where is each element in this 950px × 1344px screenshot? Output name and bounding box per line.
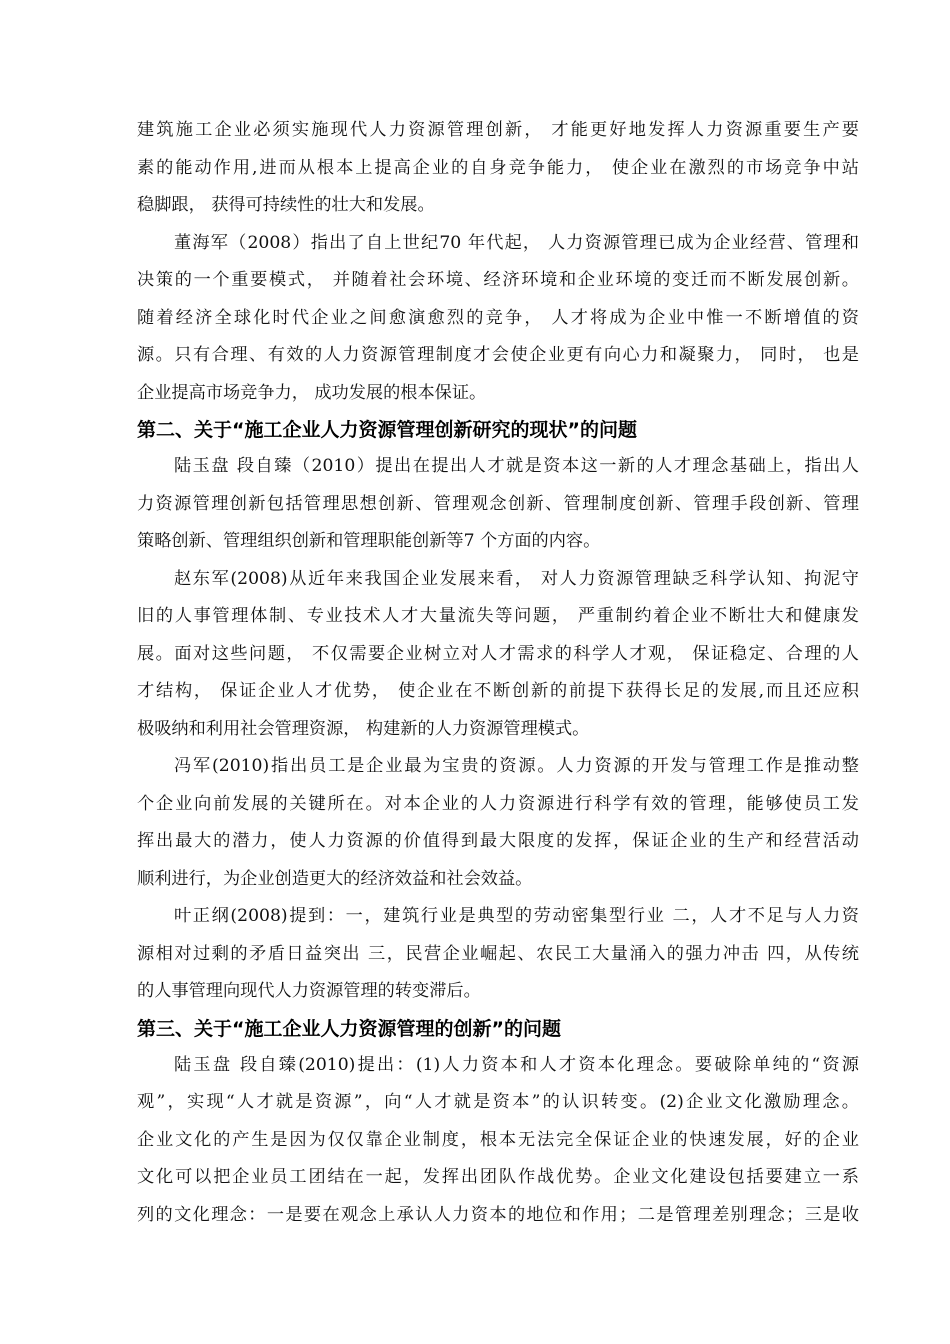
text-line: 赵东军(2008)从近年来我国企业发展来看， 对人力资源管理缺乏科学认知、拘泥守	[174, 568, 859, 589]
text-line: 陆玉盘 段自臻(2010)提出：(1)人力资本和人才资本化理念。要破除单纯的“资源	[174, 1054, 859, 1075]
paragraph	[137, 225, 859, 413]
text-line: 顺利进行，为企业创造更大的经济效益和社会效益。	[137, 868, 533, 889]
text-line: 的人事管理向现代人力资源管理的转变滞后。	[137, 981, 481, 1001]
text-line: 旧的人事管理体制、专业技术人才大量流失等问题， 严重制约着企业不断壮大和健康发	[137, 606, 859, 626]
text-line: 企业文化的产生是因为仅仅靠企业制度，根本无法完全保证企业的快速发展，好的企业	[137, 1129, 859, 1150]
text-line: 个企业向前发展的关键所在。对本企业的人力资源进行科学有效的管理，能够使员工发	[137, 793, 859, 814]
text-line: 企业提高市场竞争力， 成功发展的根本保证。	[137, 382, 487, 403]
text-line: 董海军（2008）指出了自上世纪70 年代起， 人力资源管理已成为企业经营、管理和	[174, 232, 859, 253]
text-line: 列的文化理念：一是要在观念上承认人力资本的地位和作用；二是管理差别理念；三是收	[137, 1204, 859, 1225]
text-line: 观”，实现“人才就是资源”，向“人才就是资本”的认识转变。(2)企业文化激励理念。	[137, 1092, 859, 1112]
paragraph	[137, 898, 859, 1011]
document-body	[137, 112, 859, 1234]
text-line: 稳脚跟， 获得可持续性的壮大和发展。	[137, 195, 435, 215]
text-line: 展。面对这些问题， 不仅需要企业树立对人才需求的科学人才观， 保证稳定、合理的人	[137, 643, 859, 664]
text-line: 建筑施工企业必须实施现代人力资源管理创新， 才能更好地发挥人力资源重要生产要	[137, 120, 859, 140]
paragraph	[137, 561, 859, 749]
paragraph	[137, 748, 859, 898]
text-line: 叶正纲(2008)提到：一，建筑行业是典型的劳动密集型行业 二，人才不足与人力资	[174, 906, 859, 926]
section-heading: 第三、关于“施工企业人力资源管理的创新”的问题	[137, 1017, 561, 1040]
text-line: 随着经济全球化时代企业之间愈演愈烈的竞争， 人才将成为企业中惟一不断增值的资	[137, 307, 859, 328]
text-line: 极吸纳和利用社会管理资源， 构建新的人力资源管理模式。	[137, 718, 590, 739]
text-line: 力资源管理创新包括管理思想创新、管理观念创新、管理制度创新、管理手段创新、管理	[137, 493, 859, 514]
text-line: 素的能动作用,进而从根本上提高企业的自身竞争能力， 使企业在激烈的市场竞争中站	[137, 157, 859, 178]
text-line: 陆玉盘 段自臻（2010）提出在提出人才就是资本这一新的人才理念基础上，指出人	[174, 456, 859, 476]
text-line: 决策的一个重要模式， 并随着社会环境、经济环境和企业环境的变迁而不断发展创新。	[137, 270, 859, 290]
paragraph	[137, 112, 859, 225]
text-line: 策略创新、管理组织创新和管理职能创新等7 个方面的内容。	[137, 531, 601, 551]
paragraph	[137, 1047, 859, 1235]
text-line: 源相对过剩的矛盾日益突出 三，民营企业崛起、农民工大量涌入的强力冲击 四，从传统	[137, 943, 859, 964]
text-line: 冯军(2010)指出员工是企业最为宝贵的资源。人力资源的开发与管理工作是推动整	[174, 756, 859, 776]
paragraph	[137, 448, 859, 561]
section-heading: 第二、关于“施工企业人力资源管理创新研究的现状”的问题	[137, 419, 637, 441]
text-line: 源。只有合理、有效的人力资源管理制度才会使企业更有向心力和凝聚力， 同时， 也是	[137, 345, 859, 365]
text-line: 文化可以把企业员工团结在一起，发挥出团队作战优势。企业文化建设包括要建立一系	[137, 1167, 859, 1187]
text-line: 才结构， 保证企业人才优势， 使企业在不断创新的前提下获得长足的发展,而且还应积	[137, 681, 859, 701]
text-line: 挥出最大的潜力，使人力资源的价值得到最大限度的发挥，保证企业的生产和经营活动	[137, 831, 859, 851]
